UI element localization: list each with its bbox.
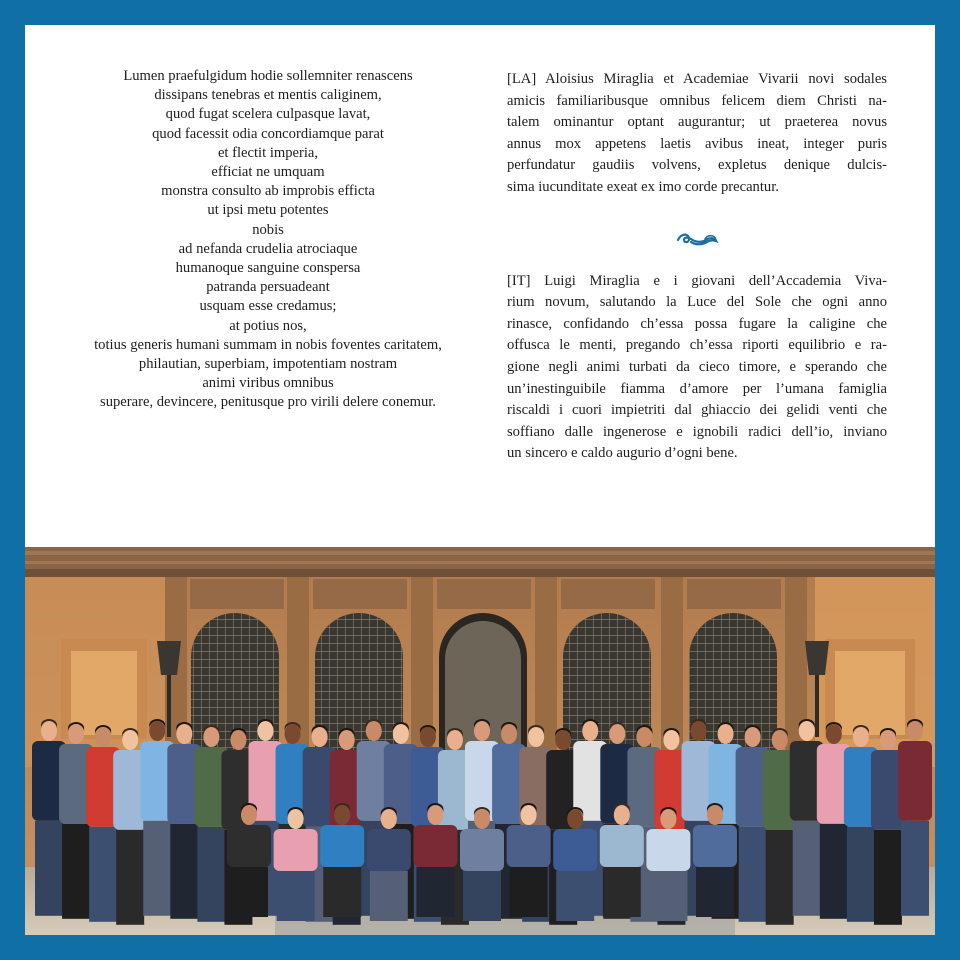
poem-line: et flectit imperia, (217, 144, 319, 161)
greeting-line: annus mox appetens laetis avibus ineat, integer puris (507, 135, 887, 152)
greeting-line: riscaldi i cuori impietriti dal ghiaccio dei gelidi venti che (507, 402, 887, 419)
greeting-line: gione negli animi turbati da cieco timore, e sperando che (507, 358, 887, 375)
latin-greeting (507, 69, 887, 199)
greetings-column (507, 69, 887, 465)
greeting-line: [LA] Aloisius Miraglia et Academiae Vivarii novi sodales (507, 71, 887, 87)
poem-line: Lumen praefulgidum hodie sollemniter renascens (123, 68, 413, 84)
poem-line: at potius nos, (229, 317, 307, 334)
poem-line: dissipans tenebras et mentis caliginem, (154, 87, 382, 104)
poem-line: totius generis humani summam in nobis foventes caritatem, (94, 336, 442, 353)
poem-line: efficiat ne umquam (211, 164, 325, 181)
greeting-line: un sincero e caldo augurio d’ogni bene. (507, 445, 738, 462)
poem-line: superare, devincere, penitusque pro virili delere conemur. (100, 394, 436, 411)
poem-line: ut ipsi metu potentes (207, 202, 329, 219)
poem-line: philautian, superbiam, impotentiam nostram (138, 356, 398, 373)
poem-line: nobis (252, 221, 284, 238)
italian-greeting (507, 271, 887, 465)
person (898, 719, 932, 916)
poem-line: monstra consulto ab improbis efficta (161, 183, 375, 200)
greeting-line: rium novum, salutando la Luce del Sole che ogni anno (507, 294, 887, 311)
poem-line: usquam esse credamus; (199, 298, 337, 315)
card-page (25, 25, 935, 935)
greeting-line: rinasce, confidando ch’essa possa fugare la caligine che (507, 315, 887, 332)
poem-line: quod fugat scelera culpasque lavat, (165, 106, 371, 123)
group-photo (25, 547, 935, 935)
greeting-line: perfundatur gaudiis volvens, expletus denique dulcis- (507, 157, 887, 174)
latin-poem (61, 67, 475, 413)
poem-line: ad nefanda crudelia atrociaque (178, 240, 358, 257)
greeting-line: sima iucunditate exeat ex imo corde precantur. (507, 178, 779, 195)
poem-line: animi viribus omnibus (202, 375, 334, 392)
poem-line: patranda persuadeant (206, 279, 330, 296)
greeting-line: offusca le menti, pregando ch’essa riporti equilibrio e ra- (507, 337, 887, 354)
greeting-line: talem ominantur optant augurantur; ut praeterea novus (507, 114, 887, 131)
greeting-line: [IT] Luigi Miraglia e i giovani dell’Accademia Viva- (507, 272, 887, 289)
greeting-line: amicis familiaribusque omnibus felicem diem Christi na- (507, 92, 887, 109)
greeting-line: un’inestinguibile fiamma d’amore per l’umana famiglia (507, 380, 887, 397)
flourish-icon (675, 231, 719, 247)
poem-line: humanoque sanguine conspersa (175, 260, 361, 277)
group-photo-icon (25, 547, 935, 935)
greeting-line: soffiano dalle ingenerose e ignobili radici dell’io, inviano (507, 423, 887, 440)
poem-line: quod facessit odia concordiamque parat (152, 125, 384, 142)
